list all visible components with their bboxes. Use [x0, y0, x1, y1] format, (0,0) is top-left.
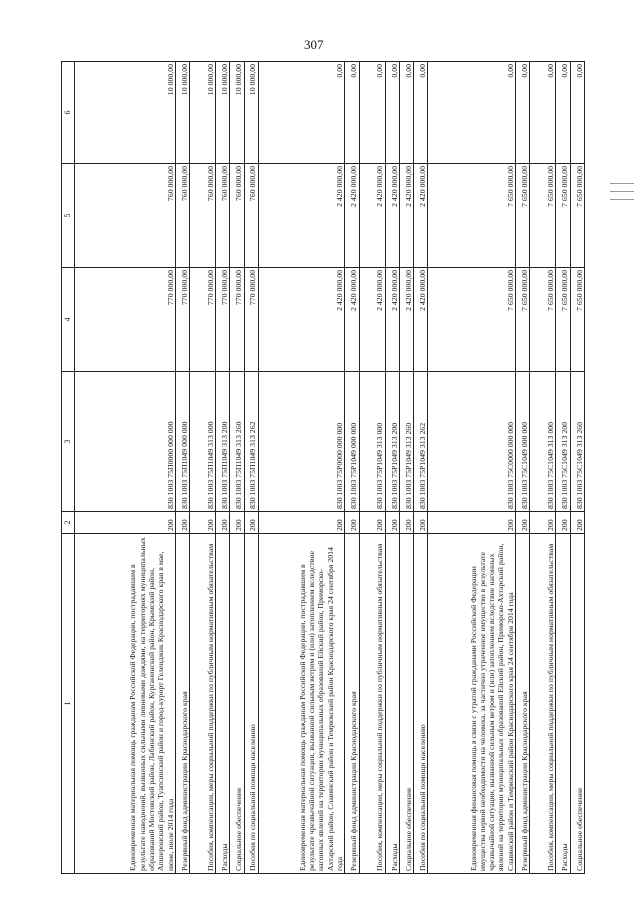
- header-cell: 5: [62, 164, 75, 268]
- row-name: Единовременная материальная помощь гражданам Российской Федерации, пострадавшим в результате чрезвычайной ситуации, вызванной сильным ветром и (или) затоплением вследствие нагонных явлений на территории муниципальных образований Ейский район, Приморско-Ахтарский район, Славянский район и Темрюкский район Краснодарского края 24 сентября 2014 года: [258, 534, 345, 874]
- table-row: [414, 62, 428, 874]
- margin-mark: [610, 183, 634, 184]
- table-row: [385, 62, 399, 874]
- row-name: Социальное обеспечение: [399, 534, 413, 874]
- row-code: 830 1003 75С1049 313 200: [556, 372, 570, 512]
- row-name: Единовременная финансовая помощь в связи с утратой гражданами Российской Федерации имущества первой необходимости на человека, за частично утраченное имущество в результате чрезвычайной ситуации, вызванной сильным ветром и (или) затоплением вследствие нагонных явлений на территории муниципальных образований Ейский район, Приморско-Ахтарский район, Славянский район и Темрюкский район Краснодарского края 24 сентября 2014 года: [428, 534, 516, 874]
- row-amount-remaining: 0,00: [570, 62, 584, 164]
- row-grbs: 200: [414, 512, 428, 534]
- row-amount-remaining: 10 000,00: [244, 62, 258, 164]
- row-code: 830 1003 75Р0000 000 000: [258, 372, 345, 512]
- row-grbs: 200: [230, 512, 244, 534]
- row-amount-remaining: 0,00: [345, 62, 359, 164]
- row-grbs: 200: [385, 512, 399, 534]
- row-code: 830 1003 75П1049 313 260: [230, 372, 244, 512]
- row-grbs: 200: [399, 512, 413, 534]
- header-cell: 6: [62, 62, 75, 164]
- row-amount-remaining: 10 000,00: [75, 62, 176, 164]
- row-amount-executed: 2 420 000,00: [414, 164, 428, 268]
- row-amount-remaining: 0,00: [428, 62, 516, 164]
- row-amount-executed: 2 420 000,00: [385, 164, 399, 268]
- row-amount-executed: 760 000,00: [190, 164, 216, 268]
- row-grbs: 200: [258, 512, 345, 534]
- row-amount: 2 420 000,00: [399, 268, 413, 372]
- row-code: 830 1003 75П1049 313 200: [216, 372, 230, 512]
- row-code: 830 1003 75С0000 000 000: [428, 372, 516, 512]
- rotated-table-area: [61, 62, 585, 874]
- row-code: 830 1003 75С1049 000 000: [516, 372, 530, 512]
- budget-table: [61, 61, 585, 874]
- row-amount: 770 000,00: [230, 268, 244, 372]
- row-grbs: 200: [216, 512, 230, 534]
- row-amount-executed: 760 000,00: [216, 164, 230, 268]
- row-amount-remaining: 0,00: [385, 62, 399, 164]
- row-name: Пособия, компенсации, меры социальной поддержки по публичным нормативным обязательствам: [530, 534, 556, 874]
- row-amount-remaining: 10 000,00: [190, 62, 216, 164]
- row-grbs: 200: [244, 512, 258, 534]
- row-amount-remaining: 10 000,00: [216, 62, 230, 164]
- row-grbs: 200: [516, 512, 530, 534]
- row-name: Резервный фонд администрации Краснодарского края: [345, 534, 359, 874]
- row-amount-executed: 760 000,00: [230, 164, 244, 268]
- row-amount-remaining: 10 000,00: [230, 62, 244, 164]
- row-code: 830 1003 75Р1049 313 260: [399, 372, 413, 512]
- row-name: Пособия, компенсации, меры социальной поддержки по публичным нормативным обязательствам: [190, 534, 216, 874]
- row-amount-executed: 760 000,00: [175, 164, 189, 268]
- row-amount: 7 650 000,00: [556, 268, 570, 372]
- row-code: 830 1003 75С1049 313 000: [530, 372, 556, 512]
- row-amount: 2 420 000,00: [345, 268, 359, 372]
- row-name: Социальное обеспечение: [230, 534, 244, 874]
- table-row: [345, 62, 359, 874]
- row-amount: 2 420 000,00: [414, 268, 428, 372]
- margin-mark: [610, 191, 634, 192]
- row-code: 830 1003 75П1049 000 000: [175, 372, 189, 512]
- table-row: [399, 62, 413, 874]
- row-amount-remaining: 0,00: [516, 62, 530, 164]
- row-grbs: 200: [75, 512, 176, 534]
- row-code: 830 1003 75П1049 313 000: [190, 372, 216, 512]
- row-amount: 2 420 000,00: [359, 268, 385, 372]
- row-amount-executed: 2 420 000,00: [258, 164, 345, 268]
- table-header-row: [62, 62, 75, 874]
- row-code: 830 1003 75Р1049 313 000: [359, 372, 385, 512]
- row-amount-executed: 760 000,00: [244, 164, 258, 268]
- row-grbs: 200: [530, 512, 556, 534]
- row-grbs: 200: [190, 512, 216, 534]
- table-row: [556, 62, 570, 874]
- row-name: Пособия по социальной помощи населению: [414, 534, 428, 874]
- table-row: [428, 62, 516, 874]
- page-number: 307: [304, 37, 324, 52]
- table-row: [75, 62, 176, 874]
- row-grbs: 200: [556, 512, 570, 534]
- row-grbs: 200: [345, 512, 359, 534]
- row-amount-remaining: 0,00: [530, 62, 556, 164]
- row-amount-executed: 7 650 000,00: [516, 164, 530, 268]
- row-name: Пособия по социальной помощи населению: [244, 534, 258, 874]
- row-amount-executed: 7 650 000,00: [530, 164, 556, 268]
- table-row: [175, 62, 189, 874]
- table-row: [216, 62, 230, 874]
- row-amount-executed: 7 650 000,00: [428, 164, 516, 268]
- row-amount: 770 000,00: [216, 268, 230, 372]
- row-code: 830 1003 75С1049 313 260: [570, 372, 584, 512]
- table-row: [570, 62, 584, 874]
- row-amount: 770 000,00: [244, 268, 258, 372]
- row-amount-executed: 2 420 000,00: [345, 164, 359, 268]
- row-amount-executed: 2 420 000,00: [399, 164, 413, 268]
- table-row: [244, 62, 258, 874]
- row-name: Пособия, компенсации, меры социальной поддержки по публичным нормативным обязательствам: [359, 534, 385, 874]
- row-amount-remaining: 10 000,00: [175, 62, 189, 164]
- row-name: Социальное обеспечение: [570, 534, 584, 874]
- row-amount-executed: 7 650 000,00: [570, 164, 584, 268]
- row-name: Резервный фонд администрации Краснодарского края: [516, 534, 530, 874]
- row-amount-executed: 760 000,00: [75, 164, 176, 268]
- row-name: Резервный фонд администрации Краснодарского края: [175, 534, 189, 874]
- table-row: [258, 62, 345, 874]
- row-name: Расходы: [216, 534, 230, 874]
- row-amount: 2 420 000,00: [258, 268, 345, 372]
- row-name: Единовременная материальная помощь гражданам Российской Федерации, пострадавшим в результате наводнений, вызванных сильными ливневыми дождями, на территориях муниципальных образований Мостовский район, Лабинский район, Курганинский район, Крымский район, Апшеронский район, Туапсинский район и город-курорт Геленджик Краснодарского края в мае, июне, июле 2014 года: [75, 534, 176, 874]
- row-amount: 7 650 000,00: [530, 268, 556, 372]
- row-code: 830 1003 75Р1049 000 000: [345, 372, 359, 512]
- margin-mark: [610, 199, 634, 200]
- row-grbs: 200: [570, 512, 584, 534]
- header-cell: 3: [62, 372, 75, 512]
- row-amount: 770 000,00: [75, 268, 176, 372]
- header-cell: 2: [62, 512, 75, 534]
- row-amount: 7 650 000,00: [428, 268, 516, 372]
- header-cell: 4: [62, 268, 75, 372]
- row-name: Расходы: [385, 534, 399, 874]
- row-amount-remaining: 0,00: [359, 62, 385, 164]
- row-amount-executed: 2 420 000,00: [359, 164, 385, 268]
- row-amount-remaining: 0,00: [399, 62, 413, 164]
- row-amount-executed: 7 650 000,00: [556, 164, 570, 268]
- row-name: Расходы: [556, 534, 570, 874]
- row-grbs: 200: [175, 512, 189, 534]
- table-row: [516, 62, 530, 874]
- row-amount: 7 650 000,00: [516, 268, 530, 372]
- table-row: [530, 62, 556, 874]
- row-code: 830 1003 75Р1049 313 262: [414, 372, 428, 512]
- header-cell: 1: [62, 534, 75, 874]
- row-code: 830 1003 75П0000 000 000: [75, 372, 176, 512]
- row-amount-remaining: 0,00: [414, 62, 428, 164]
- table-row: [230, 62, 244, 874]
- row-code: 830 1003 75Р1049 313 200: [385, 372, 399, 512]
- row-grbs: 200: [359, 512, 385, 534]
- row-amount: 2 420 000,00: [385, 268, 399, 372]
- table-row: [190, 62, 216, 874]
- row-amount: 770 000,00: [175, 268, 189, 372]
- row-amount: 7 650 000,00: [570, 268, 584, 372]
- row-amount-remaining: 0,00: [556, 62, 570, 164]
- row-grbs: 200: [428, 512, 516, 534]
- row-amount-remaining: 0,00: [258, 62, 345, 164]
- table-row: [359, 62, 385, 874]
- row-amount: 770 000,00: [190, 268, 216, 372]
- row-code: 830 1003 75П1049 313 262: [244, 372, 258, 512]
